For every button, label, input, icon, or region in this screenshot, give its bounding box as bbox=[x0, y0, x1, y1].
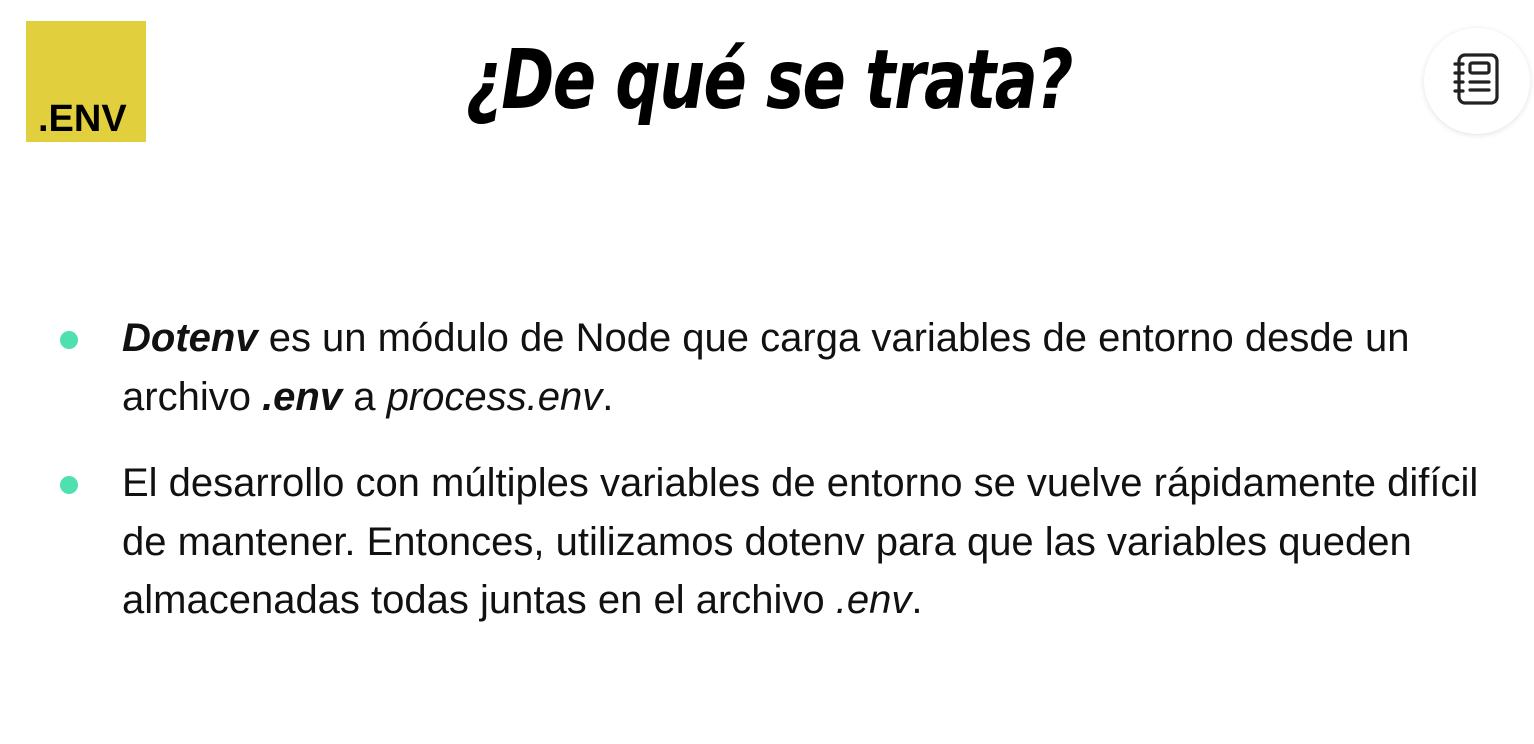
page-title: ¿De qué se trata? bbox=[465, 33, 1072, 128]
term-dotenv: Dotenv bbox=[122, 316, 258, 360]
env-logo bbox=[26, 21, 146, 142]
bullet-text-part: . bbox=[911, 578, 923, 622]
bullet-text-part: . bbox=[602, 374, 614, 419]
process-env: process.env bbox=[386, 374, 603, 419]
bullet-text-part: es un módulo de Node que carga variables de entorno desde un archivo bbox=[122, 316, 1410, 419]
bullet-text-part: El desarrollo con múltiples variables de entorno se vuelve rápidamente difícil de mantener. Entonces, utilizamos dotenv para que las variables queden almacenadas todas juntas en el archivo bbox=[122, 461, 1479, 622]
env-logo-text: .ENV bbox=[38, 98, 127, 140]
bullet-text bbox=[122, 309, 1482, 426]
notebook-icon bbox=[1452, 52, 1502, 111]
file-name: .env bbox=[835, 578, 912, 622]
bullet-text bbox=[122, 454, 1482, 630]
bullet-text-part: a bbox=[342, 374, 387, 419]
notes-button[interactable] bbox=[1424, 28, 1530, 134]
file-name: .env bbox=[262, 374, 343, 419]
bullet-dot bbox=[60, 331, 78, 349]
bullet-dot bbox=[60, 476, 78, 494]
